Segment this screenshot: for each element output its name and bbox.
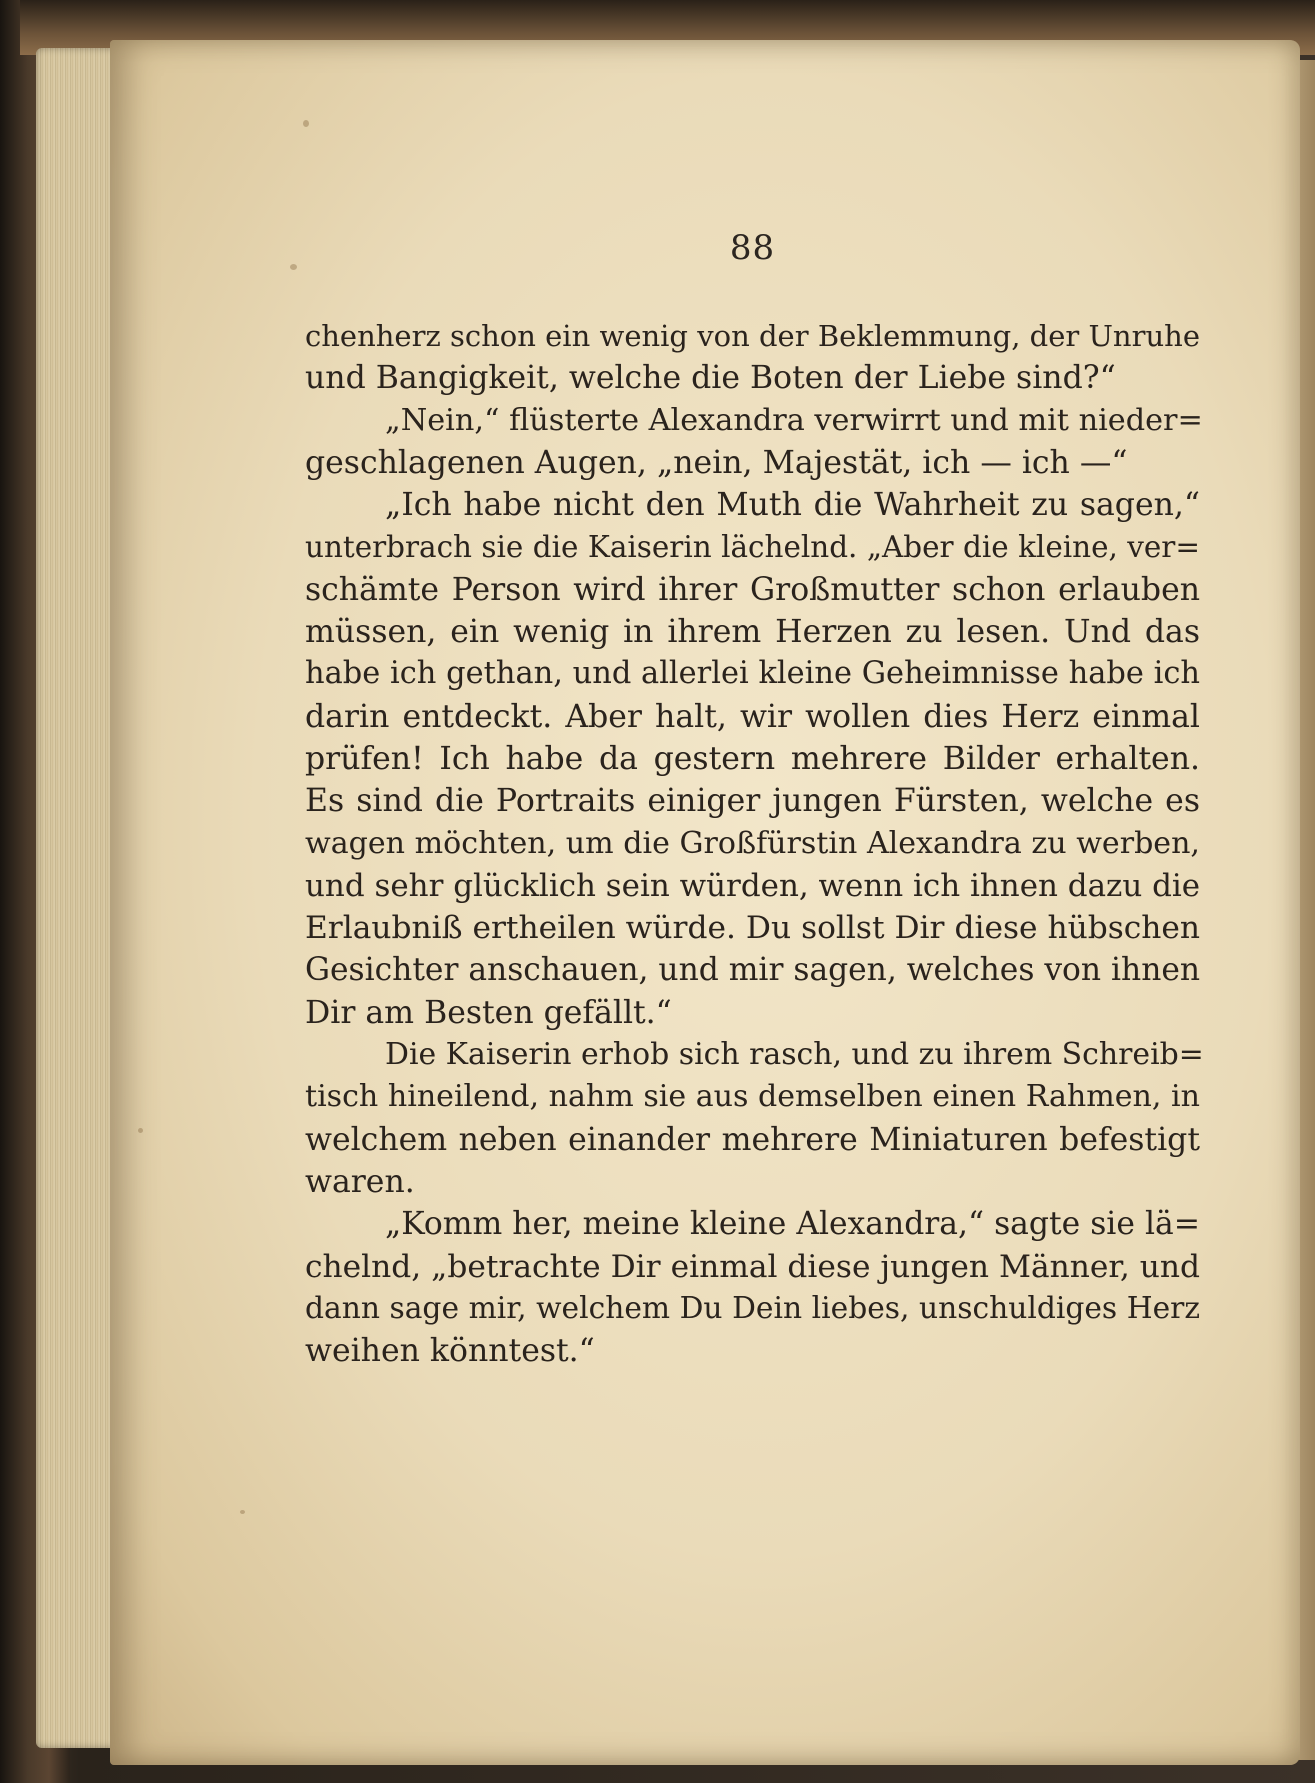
text-line: habe ich gethan, und allerlei kleine Geheimnisse habe ich: [305, 656, 1200, 692]
text-line: Erlaubniß ertheilen würde. Du sollst Dir diese hübschen: [305, 910, 1200, 947]
text-line: unterbrach sie die Kaiserin lächelnd. „Aber die kleine, ver=: [305, 530, 1200, 565]
text-line: dann sage mir, welchem Du Dein liebes, unschuldiges Herz: [305, 1290, 1200, 1326]
text-line: waren.: [305, 1163, 415, 1200]
text-line: und Bangigkeit, welche die Boten der Liebe sind?“: [305, 360, 1116, 397]
text-line: tisch hineilend, nahm sie aus demselben einen Rahmen, in: [305, 1079, 1200, 1115]
text-line: „Nein,“ flüsterte Alexandra verwirrt und mit nieder=: [385, 402, 1203, 438]
paper-spot: [138, 1128, 143, 1133]
text-line: Es sind die Portraits einiger jungen Fürsten, welche es: [305, 783, 1200, 820]
page-number: 88: [729, 228, 776, 268]
page-edges: [36, 48, 116, 1748]
paper-spot: [303, 120, 309, 127]
text-line: chenherz schon ein wenig von der Beklemmung, der Unruhe: [305, 319, 1200, 353]
text-line: prüfen! Ich habe da gestern mehrere Bilder erhalten.: [305, 740, 1200, 777]
text-line: müssen, ein wenig in ihrem Herzen zu lesen. Und das: [305, 614, 1200, 651]
text-line: Gesichter anschauen, und mir sagen, welches von ihnen: [305, 952, 1201, 989]
text-line: geschlagenen Augen, „nein, Majestät, ich — ich —“: [305, 444, 1128, 481]
text-line: und sehr glücklich sein würden, wenn ich ihnen dazu die: [305, 867, 1201, 904]
body-text: [305, 315, 1204, 1372]
text-line: Dir am Besten gefällt.“: [305, 994, 672, 1031]
text-line: wagen möchten, um die Großfürstin Alexandra zu werben,: [305, 825, 1200, 861]
paper-spot: [240, 1510, 245, 1514]
text-line: darin entdeckt. Aber halt, wir wollen dies Herz einmal: [305, 698, 1200, 735]
text-line: „Ich habe nicht den Muth die Wahrheit zu sagen,“: [385, 487, 1200, 524]
text-line: „Komm her, meine kleine Alexandra,“ sagte sie lä=: [385, 1206, 1200, 1243]
text-line: Die Kaiserin erhob sich rasch, und zu ihrem Schreib=: [385, 1037, 1204, 1073]
text-line: chelnd, „betrachte Dir einmal diese jungen Männer, und: [305, 1248, 1200, 1285]
text-line: welchem neben einander mehrere Miniaturen befestigt: [305, 1121, 1200, 1158]
text-line: weihen könntest.“: [305, 1333, 595, 1370]
text-line: schämte Person wird ihrer Großmutter schon erlauben: [305, 571, 1200, 608]
